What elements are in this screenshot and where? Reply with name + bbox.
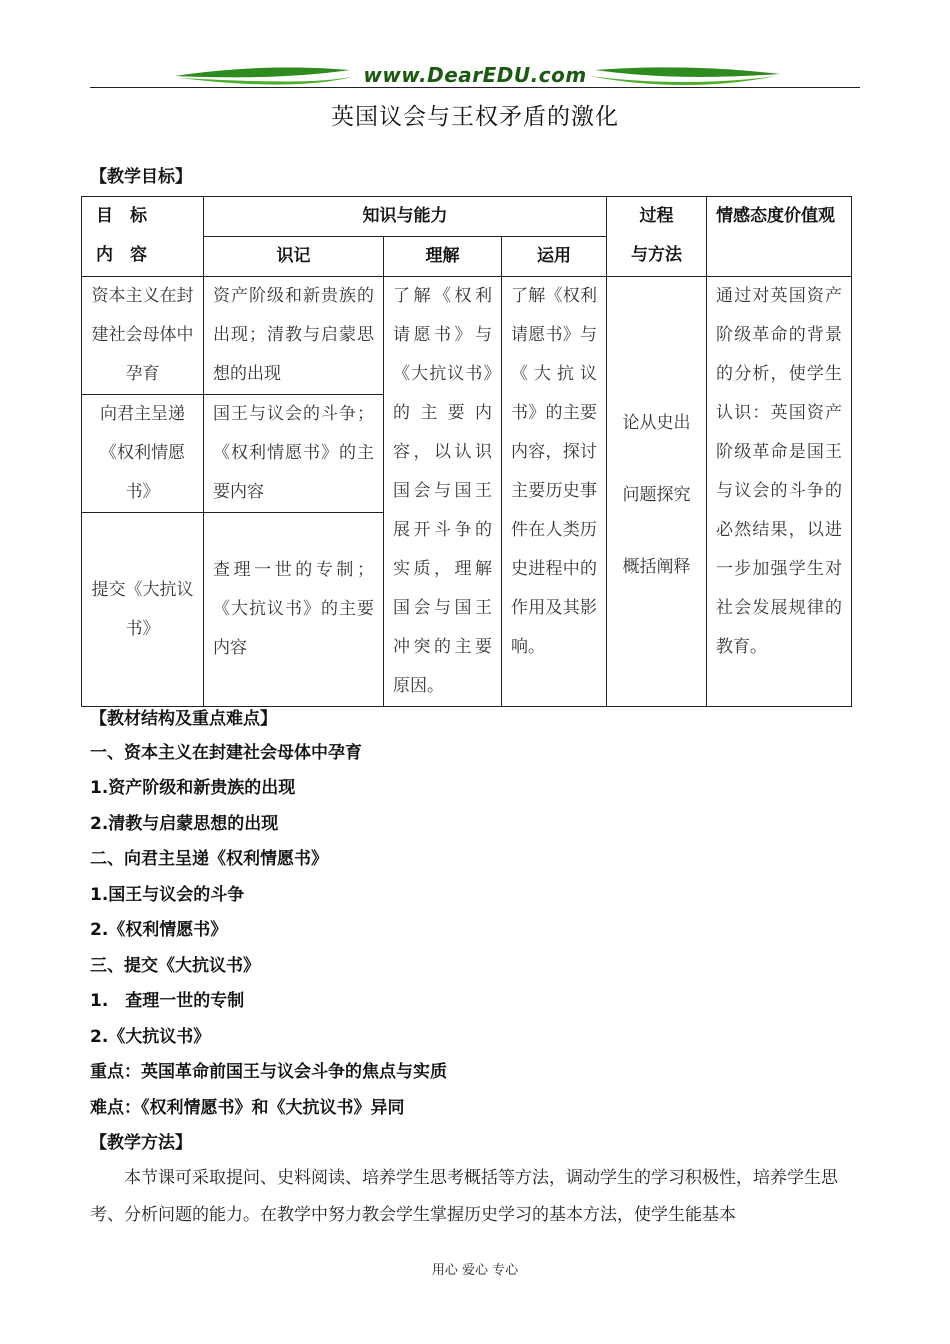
outline-line: 1. 查理一世的专制	[90, 991, 245, 1011]
row-3-memory: 查理一世的专制；《大抗议书》的主要内容	[204, 513, 384, 707]
goals-table	[81, 196, 852, 707]
outline-line: 1.资产阶级和新贵族的出现	[90, 778, 296, 798]
row-3-target: 提交《大抗议书》	[82, 513, 204, 707]
outline-line: 2.《大抗议书》	[90, 1027, 211, 1047]
row-2-memory: 国王与议会的斗争；《权利情愿书》的主要内容	[204, 395, 384, 513]
header-emotion: 情感态度价值观	[707, 197, 852, 277]
outline-line: 三、提交《大抗议书》	[90, 956, 260, 976]
key-point-line: 重点：英国革命前国王与议会斗争的焦点与实质	[90, 1062, 447, 1082]
emotion-cell: 通过对英国资产阶级革命的背景的分析，使学生认识：英国资产阶级革命是国王与议会的斗争的必然结果，以进一步加强学生对社会发展规律的教育。	[707, 277, 852, 707]
process-item: 问题探究	[622, 484, 691, 505]
outline-line: 二、向君主呈递《权利情愿书》	[90, 849, 328, 869]
site-logo-text: www.DearEDU.com	[363, 63, 587, 87]
header-process: 过程 与方法	[607, 197, 707, 277]
structure-heading: 【教材结构及重点难点】	[90, 709, 277, 729]
outline-line: 一、资本主义在封建社会母体中孕育	[90, 743, 362, 763]
process-item: 概括阐释	[622, 556, 691, 577]
outline-line: 2.《权利情愿书》	[90, 920, 228, 940]
apply-cell: 了解《权利请愿书》与《大抗议书》的主要内容，探讨主要历史事件在人类历史进程中的作用及其影响。	[502, 277, 607, 707]
row-2-target: 向君主呈递《权利情愿书》	[82, 395, 204, 513]
header-rule	[90, 87, 860, 88]
outline-line: 1.国王与议会的斗争	[90, 885, 245, 905]
process-cell	[607, 277, 707, 707]
page-footer: 用心 爱心 专心	[431, 1263, 519, 1278]
understand-cell: 了解《权利请愿书》与《大抗议书》的主要内容，以认识国会与国王展开斗争的实质，理解国会与国王冲突的主要原因。	[384, 277, 502, 707]
header-apply: 运用	[502, 237, 607, 277]
process-item: 论从史出	[622, 412, 691, 433]
header-target: 目 标 内 容	[82, 197, 204, 277]
header-understand: 理解	[384, 237, 502, 277]
row-1-target: 资本主义在封建社会母体中孕育	[82, 277, 204, 395]
outline-line: 2.清教与启蒙思想的出现	[90, 814, 279, 834]
row-1-memory: 资产阶级和新贵族的出现；清教与启蒙思想的出现	[204, 277, 384, 395]
difficulty-line: 难点：《权利情愿书》和《大抗议书》异同	[90, 1098, 405, 1118]
header-knowledge: 知识与能力	[204, 197, 607, 237]
method-paragraph: 本节课可采取提问、史料阅读、培养学生思考概括等方法，调动学生的学习积极性，培养学生思考、分析问题的能力。在教学中努力教会学生掌握历史学习的基本方法，使学生能基本	[90, 1168, 838, 1225]
method-heading: 【教学方法】	[90, 1133, 192, 1153]
goals-heading: 【教学目标】	[90, 167, 192, 187]
page-title: 英国议会与王权矛盾的激化	[331, 104, 619, 130]
header-memory: 识记	[204, 237, 384, 277]
